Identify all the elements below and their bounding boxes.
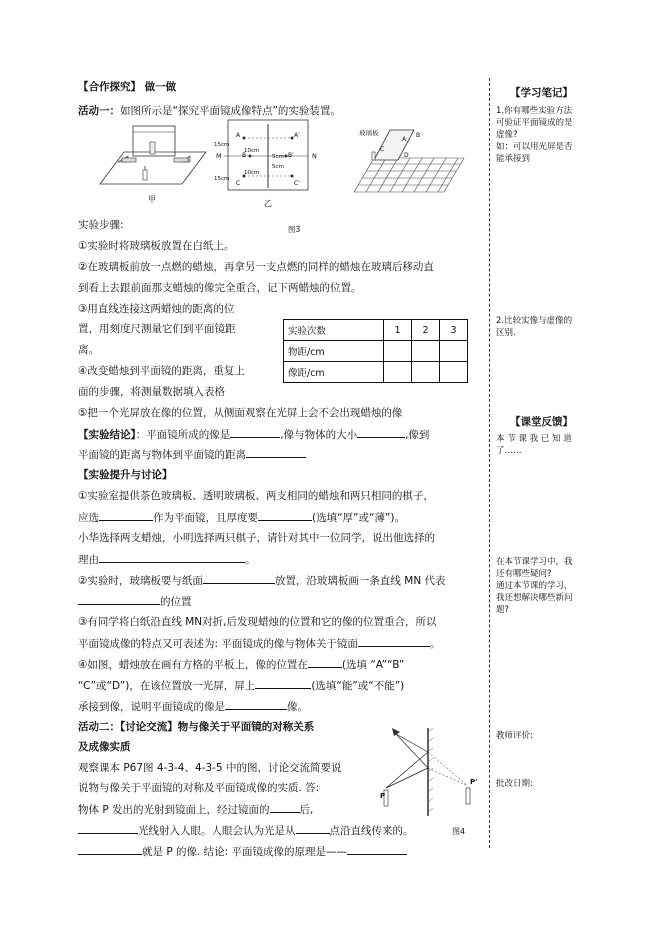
- activity2-title: 【讨论交流】物与像关于平面镜的对称关系: [120, 721, 315, 733]
- activity2-p2: 说物与像关于平面镜的对称及平面镜成像的实质. 答:: [78, 782, 320, 794]
- table-header-cell: 2: [412, 320, 440, 341]
- figure-yi-label: 乙: [264, 199, 272, 208]
- figure3-caption: 图3: [288, 225, 301, 234]
- step-5: ⑤把一个光屏放在像的位置，从侧面观察在光屏上会不会出现蜡烛的像: [78, 407, 403, 419]
- activity2-p4: [78, 823, 414, 838]
- activity1-intro-text: 如图所示是“探究平面镜成像特点”的实验装置。: [120, 105, 341, 117]
- table-row-label: 像距/cm: [284, 362, 384, 383]
- table-header-cell: 3: [440, 320, 468, 341]
- sidebar-line: 虚像?: [496, 130, 518, 140]
- figure-grid-point-b: B: [416, 132, 421, 139]
- blank-field[interactable]: [225, 699, 287, 710]
- figure-yi-n: N: [312, 152, 317, 160]
- discuss-text: ④如图，蜡烛放在画有方格的平板上，像的位置在: [78, 659, 308, 671]
- figure-yi-point: C': [294, 180, 300, 187]
- notes-title: 【学习笔记】: [510, 87, 573, 99]
- figure-yi-point: A: [236, 132, 241, 139]
- sidebar-line: 我还想解决哪些新问: [496, 593, 573, 603]
- figure-grid-point-d: D: [404, 152, 409, 159]
- step-2-line2: 到看上去跟前面那支蜡烛的像完全重合，记下两蜡烛的位置。: [78, 282, 362, 294]
- discuss-text: (选填 “A”“B”: [341, 659, 405, 671]
- step-3-line3: 离。: [78, 344, 99, 356]
- data-table: [283, 319, 468, 383]
- step-4-line2: 面的步骤，将测量数据填入表格: [78, 386, 225, 398]
- figure4-caption: 图4: [452, 827, 466, 836]
- sidebar-note-2: [496, 315, 596, 339]
- blank-field[interactable]: [296, 823, 330, 834]
- discuss-text: 像。: [287, 701, 308, 713]
- table-row-label: 物距/cm: [284, 341, 384, 362]
- discuss-2-line2: [78, 594, 192, 609]
- discuss-text: 作为平面镜，且厚度要: [153, 512, 258, 524]
- conclusion-text: 平面镜的距离与物体到平面镜的距离: [78, 449, 246, 461]
- activity2-title-line2: 及成像实质: [78, 741, 131, 753]
- sidebar-line: 可验证平面镜成的是: [496, 118, 573, 128]
- sidebar-line: 2.比较实像与虚像的: [496, 316, 573, 326]
- activity2-text: 就是 P 的像. 结论: 平面镜成像的原理是——: [142, 846, 348, 858]
- discuss-3-line1: ③有同学将白纸沿直线 MN对折,后发现蜡烛的位置和它的像的位置重合，所以: [78, 616, 437, 628]
- blank-field[interactable]: [78, 594, 160, 605]
- step-3-line1: ③用直线连接这两蜡烛的距离的位: [78, 303, 235, 315]
- conclusion-line2: [78, 447, 306, 462]
- grade-date: 批改日期:: [496, 779, 533, 789]
- figure-yi-dist: 10cm: [244, 148, 260, 154]
- blank-field[interactable]: [358, 636, 430, 647]
- figure-yi-dist: 10cm: [244, 170, 260, 176]
- activity2-p1: 观察课本 P67图 4-3-4、4-3-5 中的图，讨论交流简要说: [78, 762, 342, 774]
- activity1-label: 活动一：: [78, 105, 120, 117]
- table-row: [284, 362, 468, 383]
- discuss-1-line4: [78, 552, 256, 567]
- table-header-cell: 实验次数: [284, 320, 384, 341]
- discuss-text: ②实验时，玻璃板要与纸面: [78, 575, 203, 587]
- blank-field[interactable]: [78, 844, 142, 855]
- discuss-title: 【实验提升与讨论】: [78, 469, 173, 481]
- discuss-text: 应选: [78, 512, 99, 524]
- activity2-p3: [78, 802, 313, 817]
- discuss-text: 的位置: [160, 596, 192, 608]
- figure-yi-point: A': [294, 132, 300, 139]
- activity2-p5: [78, 844, 407, 859]
- discuss-3-line2: [78, 636, 440, 651]
- figure4-p-label: P: [380, 792, 386, 800]
- activity2-text: 点沿直线传来的。: [329, 825, 414, 837]
- conclusion-line1: [78, 427, 429, 442]
- discuss-4-line1: [78, 657, 404, 672]
- figure-grid-glass-label: 玻璃板: [359, 129, 379, 137]
- discuss-text: 。: [245, 554, 256, 566]
- sidebar-line: 本 节 课 我 已 知 道: [496, 434, 572, 444]
- conclusion-label: 【实验结论】: [78, 429, 136, 441]
- activity2-label: 活动二：: [78, 721, 120, 733]
- figure-yi-dist: 5cm: [272, 154, 284, 160]
- figure-yi-dist: 15cm: [214, 142, 230, 148]
- sidebar-line: 区别.: [496, 328, 516, 338]
- discuss-4-line2: [78, 678, 404, 693]
- conclusion-text: ：平面镜所成的像是: [135, 429, 231, 441]
- discuss-2-line1: [78, 573, 446, 588]
- sidebar-line: 1.你有哪些实验方法: [496, 106, 573, 116]
- figure-yi-point: B: [242, 152, 247, 159]
- sidebar-feedback-1: [496, 433, 596, 457]
- sidebar-line: 在本节课学习中，我: [496, 557, 573, 567]
- figure-yi-point: B': [288, 152, 294, 159]
- activity2-text: 光线射入人眼。人眼会认为光是从: [138, 825, 296, 837]
- sidebar-line: 如：可以用光屏是否: [496, 142, 573, 152]
- blank-field[interactable]: [99, 510, 153, 521]
- table-cell[interactable]: [384, 341, 412, 362]
- discuss-text: “C”或“D”)，在该位置放一光屏，屏上: [78, 680, 256, 692]
- blank-field[interactable]: [99, 552, 245, 563]
- column-divider: [489, 78, 490, 848]
- blank-field[interactable]: [255, 678, 311, 689]
- discuss-text: 理由: [78, 554, 99, 566]
- discuss-text: (选填“能”或“不能”): [311, 680, 405, 692]
- figure-yi-point: C: [236, 180, 241, 187]
- sidebar-line: 通过本节课的学习，: [496, 581, 573, 591]
- blank-field[interactable]: [270, 802, 300, 813]
- sidebar-note-1: [496, 105, 596, 165]
- discuss-text: 平面镜成像的特点又可表述为: 平面镜成的像与物体关于镜面: [78, 638, 358, 650]
- activity2-text: 后,: [299, 804, 314, 816]
- figure-yi-m: M: [216, 152, 222, 160]
- discuss-text: 放置，沿玻璃板画一条直线 MN 代表: [274, 575, 446, 587]
- sidebar-line: 能承接到: [496, 154, 531, 164]
- discuss-text: (选填“厚”或“薄”)。: [312, 512, 405, 524]
- section-title: 【合作探究】 做一做: [78, 81, 177, 93]
- table-header-cell: 1: [384, 320, 412, 341]
- step-4-line1: ④改变蜡烛到平面镜的距离，重复上: [78, 365, 245, 377]
- activity2-title-line1: [78, 720, 314, 734]
- discuss-text: 承接到像，说明平面镜成的像是: [78, 701, 225, 713]
- discuss-1-line2: [78, 510, 405, 525]
- conclusion-text: ,像与物体的大小: [280, 429, 358, 441]
- step-2-line1: ②在玻璃板前放一点燃的蜡烛，再拿另一支点燃的同样的蜡烛在玻璃后移动直: [78, 261, 434, 273]
- blank-field[interactable]: [78, 823, 138, 834]
- figure-yi-dist: 15cm: [214, 176, 230, 182]
- figure-yi-dist: 5cm: [272, 164, 284, 170]
- step-3-line2: 置，用刻度尺测量它们到平面镜距: [78, 323, 236, 335]
- figure4-p-prime-label: P': [470, 778, 478, 786]
- step-1: ①实验时将玻璃板放置在白纸上。: [78, 240, 235, 252]
- sidebar-line: 了……: [496, 446, 522, 456]
- discuss-4-line3: [78, 699, 308, 714]
- conclusion-text: ,像到: [405, 429, 430, 441]
- table-row: [284, 341, 468, 362]
- discuss-1-line1: ①实验室提供茶色玻璃板、透明玻璃板、两支相同的蜡烛和两只相同的棋子，: [78, 490, 434, 502]
- sidebar-line: 还有哪些疑问?: [496, 569, 552, 579]
- activity1-intro: [78, 104, 341, 118]
- table-cell[interactable]: [384, 362, 412, 383]
- blank-field[interactable]: [347, 844, 407, 855]
- blank-field[interactable]: [230, 427, 280, 438]
- blank-field[interactable]: [308, 657, 342, 668]
- discuss-text: 。: [429, 638, 441, 650]
- sidebar-line: 题?: [496, 605, 510, 615]
- teacher-eval: 教师评价:: [496, 731, 533, 741]
- steps-title: 实验步骤:: [78, 219, 124, 231]
- blank-field[interactable]: [203, 573, 275, 584]
- blank-field[interactable]: [357, 427, 405, 438]
- table-cell[interactable]: [440, 341, 468, 362]
- blank-field[interactable]: [246, 447, 306, 458]
- discuss-1-line3: 小华选择两支蜡烛，小明选择两只棋子，请针对其中一位同学，说出他选择的: [78, 532, 435, 544]
- sidebar-feedback-2: [496, 556, 596, 616]
- activity2-text: 物体 P 发出的光射到镜面上，经过镜面的: [78, 804, 270, 816]
- table-cell[interactable]: [440, 362, 468, 383]
- feedback-title: 【课堂反馈】: [510, 416, 573, 428]
- figure-grid-point-a: A: [402, 136, 407, 143]
- table-cell[interactable]: [412, 362, 440, 383]
- figure-jia-label: 甲: [148, 195, 156, 204]
- figure-grid-point-c: C: [380, 146, 385, 153]
- table-cell[interactable]: [412, 341, 440, 362]
- table-header-row: [284, 320, 468, 341]
- figure4-mirror: [378, 722, 482, 818]
- blank-field[interactable]: [258, 510, 312, 521]
